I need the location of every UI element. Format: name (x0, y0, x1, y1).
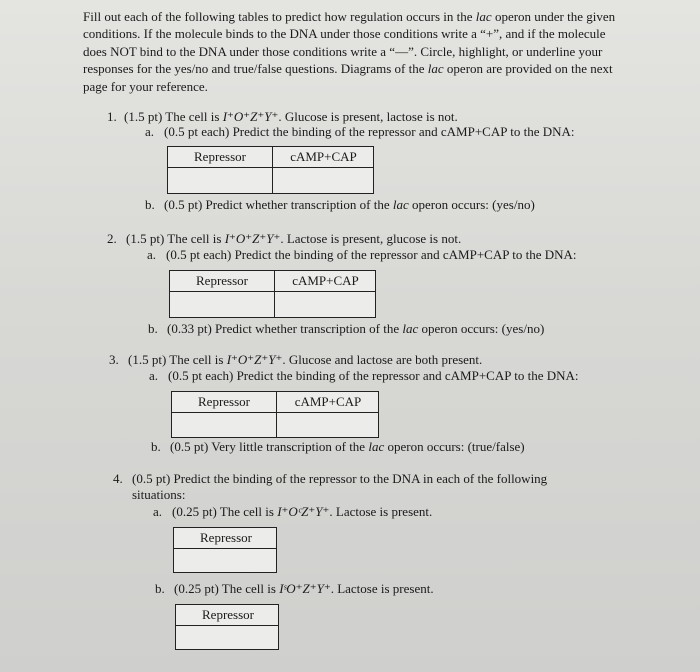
q4-number: 4. (113, 471, 123, 486)
q2a-label: a. (147, 247, 157, 262)
instructions-paragraph: Fill out each of the following tables to predict how regulation occurs in the lac operon under the given conditions. If the molecule binds to the DNA under those conditions write a “+”, and if the molecule does NOT bind to the DNA under those conditions write a “—”. Circle, highlight, or underline your responses for the yes/no and true/false questions. Diagrams of the lac operon are provided on the next page for your reference. (83, 9, 616, 94)
q2-camp-cap-answer-cell[interactable] (275, 292, 377, 318)
q4-prompt-line2: situations: (132, 487, 186, 502)
q2-binding-table (169, 270, 376, 318)
q3-binding-table (171, 391, 379, 438)
q2-number: 2. (107, 231, 117, 246)
q2-repressor-answer-cell[interactable] (170, 292, 274, 318)
q3a-label: a. (149, 368, 159, 383)
q1a-text: (0.5 pt each) Predict the binding of the repressor and cAMP+CAP to the DNA: (164, 124, 575, 139)
q4a-repressor-answer-cell[interactable] (174, 549, 278, 573)
q4a-text: (0.25 pt) The cell is I⁺OᶜZ⁺Y⁺. Lactose is present. (172, 504, 433, 519)
q4b-repressor-table (175, 604, 279, 650)
q3-table-camp-cap-header: cAMP+CAP (294, 394, 362, 409)
q1-table-repressor-header: Repressor (194, 149, 246, 164)
q1-prompt: (1.5 pt) The cell is I⁺O⁺Z⁺Y⁺. Glucose is present, lactose is not. (124, 109, 458, 124)
q4b-label: b. (155, 581, 165, 596)
q3-number: 3. (109, 352, 119, 367)
q3b-label: b. (151, 439, 161, 454)
q2-table-repressor-header: Repressor (196, 273, 248, 288)
q3-repressor-answer-cell[interactable] (172, 413, 276, 438)
q1-table-camp-cap-header: cAMP+CAP (290, 149, 357, 164)
q2-table-camp-cap-header: cAMP+CAP (292, 273, 359, 288)
q4b-table-repressor-header: Repressor (202, 607, 254, 622)
q1-number: 1. (107, 109, 117, 124)
q4b-repressor-answer-cell[interactable] (176, 626, 280, 650)
q3-camp-cap-answer-cell[interactable] (277, 413, 380, 438)
q2-prompt: (1.5 pt) The cell is I⁺O⁺Z⁺Y⁺. Lactose is present, glucose is not. (126, 231, 462, 246)
q1b-label: b. (145, 197, 155, 212)
q4-prompt-line1: (0.5 pt) Predict the binding of the repressor to the DNA in each of the following (132, 471, 548, 486)
q4a-repressor-table (173, 527, 277, 573)
q1-repressor-answer-cell[interactable] (168, 168, 272, 194)
q4a-table-repressor-header: Repressor (200, 530, 252, 545)
q3a-text: (0.5 pt each) Predict the binding of the repressor and cAMP+CAP to the DNA: (168, 368, 579, 383)
q2b-text[interactable]: (0.33 pt) Predict whether transcription of the lac operon occurs: (yes/no) (167, 321, 545, 336)
q1-camp-cap-answer-cell[interactable] (273, 168, 375, 194)
q4a-label: a. (153, 504, 163, 519)
q2b-label: b. (148, 321, 158, 336)
q3-prompt: (1.5 pt) The cell is I⁺O⁺Z⁺Y⁺. Glucose and lactose are both present. (128, 352, 483, 367)
q1b-text[interactable]: (0.5 pt) Predict whether transcription of the lac operon occurs: (yes/no) (164, 197, 535, 212)
q3-table-repressor-header: Repressor (198, 394, 250, 409)
q3b-text[interactable]: (0.5 pt) Very little transcription of the lac operon occurs: (true/false) (170, 439, 525, 454)
q1-binding-table (167, 146, 374, 194)
q2a-text: (0.5 pt each) Predict the binding of the repressor and cAMP+CAP to the DNA: (166, 247, 577, 262)
q1a-label: a. (145, 124, 155, 139)
q4b-text: (0.25 pt) The cell is IˢO⁺Z⁺Y⁺. Lactose is present. (174, 581, 434, 596)
